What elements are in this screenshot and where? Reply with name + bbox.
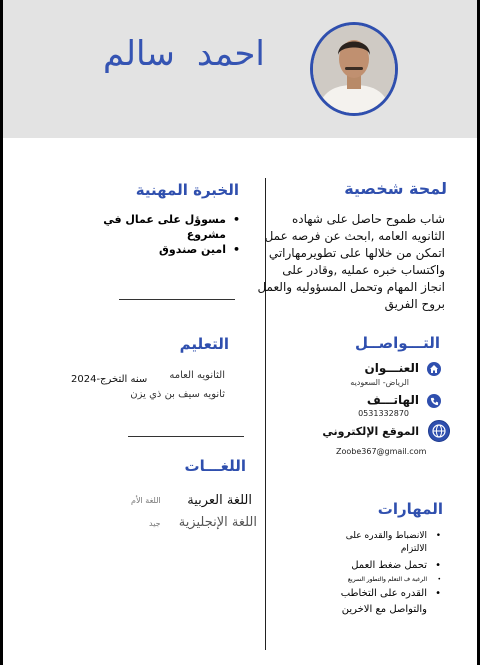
language-name: اللغة الإنجليزية <box>178 515 257 530</box>
experience-list <box>80 212 240 257</box>
email-value: Zoobe367@gmail.com <box>336 447 427 456</box>
section-divider <box>119 299 235 300</box>
address-label: العنـــوان <box>364 361 419 375</box>
education-heading: التعليم <box>179 335 229 353</box>
language-name: اللغة العربية <box>187 493 252 508</box>
skill-item: • الانضباط والقدره على الالتزام <box>331 530 441 556</box>
first-name: احمد <box>196 34 265 74</box>
phone-label: الهاتـــف <box>366 393 419 407</box>
experience-item: • مسوؤل على عمال في مشروع <box>80 212 240 242</box>
language-level: جيد <box>149 519 161 528</box>
profile-heading: لمحة شخصية <box>344 179 447 198</box>
graduation-year: سنه التخرج-2024 <box>71 374 148 385</box>
home-icon <box>427 362 441 376</box>
phone-icon <box>427 394 441 408</box>
education-level: الثانويه العامه <box>169 370 225 381</box>
experience-heading: الخبرة المهنية <box>135 181 239 199</box>
skill-item: • الرغبة ف التعلم والتطور السريع <box>331 575 441 584</box>
skill-item: • تحمل ضغط العمل <box>331 559 441 573</box>
profile-photo <box>310 22 398 116</box>
phone-value: 0531332870 <box>358 409 409 418</box>
school-name: ثانويه سيف بن ذي يزن <box>130 389 225 400</box>
skills-list <box>331 530 441 618</box>
skill-item: • القدره على التخاطب والتواصل مع الاخرين <box>331 586 441 618</box>
person-photo-icon <box>313 25 395 113</box>
skills-heading: المهارات <box>377 500 443 518</box>
resume-page <box>3 0 477 665</box>
profile-text: شاب طموح حاصل على شهاده الثانويه العامه ,ابحث عن فرصه عمل اتمكن من خلالها على تطويرمهاراتي واكتساب خبره عمليه ,وقادر على انجاز المهام وتحمل المسؤوليه والعمل بروح الفريق <box>257 212 445 311</box>
language-level: اللغة الأم <box>131 496 161 505</box>
last-name: سالم <box>103 34 175 74</box>
person-name <box>103 34 265 74</box>
globe-icon <box>428 420 450 442</box>
address-value: الرياض- السعوديه <box>350 378 409 387</box>
contact-heading: التـــواصــل <box>355 334 440 352</box>
experience-item: • امين صندوق <box>80 242 240 257</box>
section-divider <box>128 436 244 437</box>
website-label: الموقع الإلكتروني <box>322 425 419 438</box>
languages-heading: اللغـــات <box>184 457 246 475</box>
